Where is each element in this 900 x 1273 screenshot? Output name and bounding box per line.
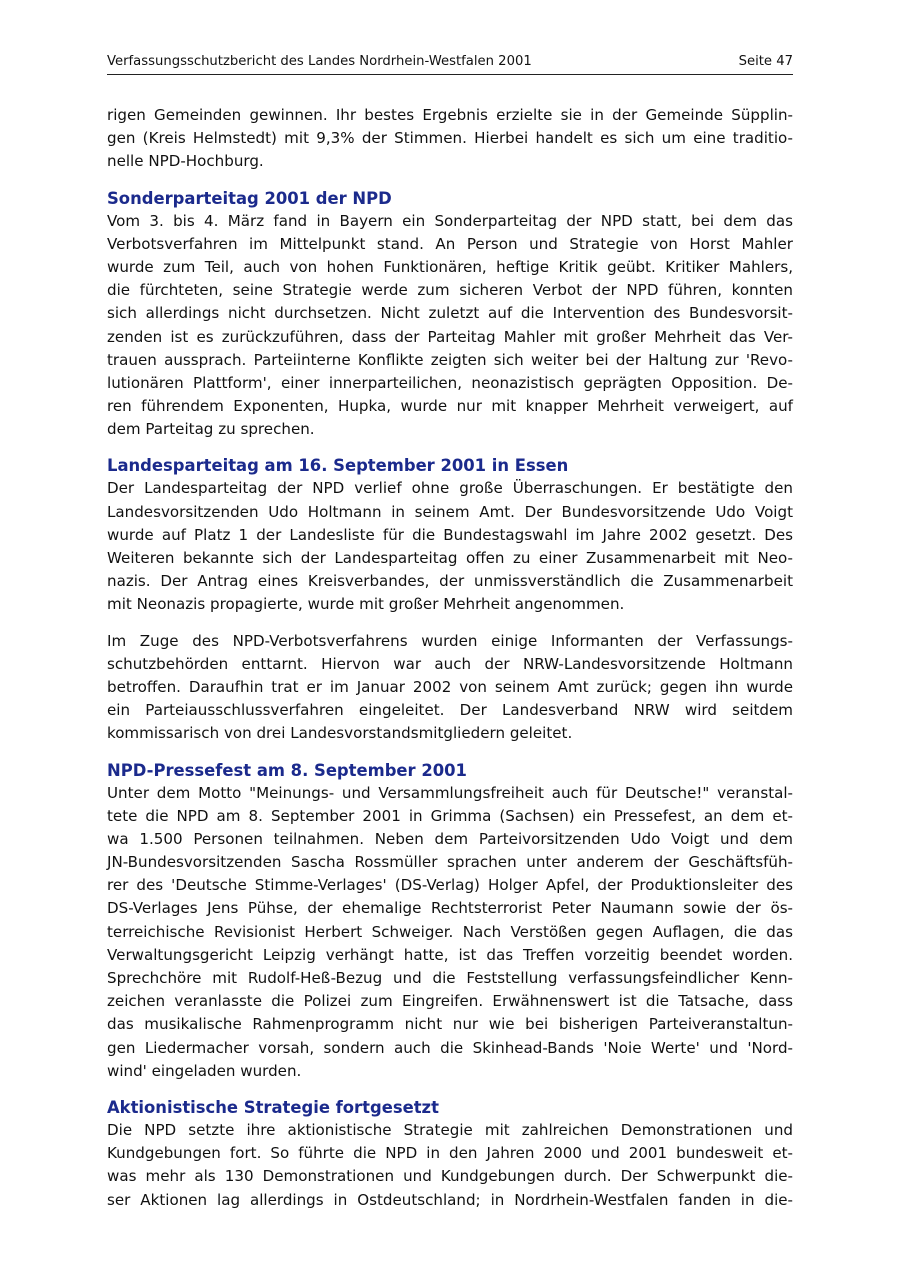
section-heading: NPD-Pressefest am 8. September 2001	[107, 760, 467, 780]
text-line: nelle NPD-Hochburg.	[107, 152, 264, 171]
section-spacer	[107, 1083, 793, 1096]
text-line: Vom 3. bis 4. März fand in Bayern ein Sonderparteitag der NPD statt, bei dem das	[107, 211, 793, 230]
text-line: JN-Bundesvorsitzenden Sascha Rossmüller sprachen unter anderem der Geschäftsfüh-	[107, 853, 793, 872]
text-line: Der Landesparteitag der NPD verlief ohne große Überraschungen. Er bestätigte den	[107, 479, 793, 498]
text-line: Weiteren bekannte sich der Landesparteitag offen zu einer Zusammenarbeit mit Neo-	[107, 549, 793, 567]
text-line: sich allerdings nicht durchsetzen. Nicht zuletzt auf die Intervention des Bundesvorsit-	[107, 304, 793, 323]
text-line: Unter dem Motto "Meinungs- und Versammlungsfreiheit auch für Deutsche!" veranstal-	[107, 783, 793, 802]
text-line: Landesvorsitzenden Udo Holtmann in seinem Amt. Der Bundesvorsitzende Udo Voigt	[107, 502, 793, 521]
text-line: zenden ist es zurückzuführen, dass der Parteitag Mahler mit großer Mehrheit das Ver-	[107, 327, 793, 346]
paragraph	[107, 782, 793, 1083]
header-title: Verfassungsschutzbericht des Landes Nordrhein-Westfalen 2001	[107, 54, 532, 69]
paragraph	[107, 477, 793, 616]
text-line: schutzbehörden enttarnt. Hiervon war auch der NRW-Landesvorsitzende Holtmann	[107, 654, 793, 673]
text-line: lutionären Plattform', einer innerparteilichen, neonazistisch geprägten Opposition. De-	[107, 373, 793, 392]
text-line: Im Zuge des NPD-Verbotsverfahrens wurden einige Informanten der Verfassungs-	[107, 631, 793, 650]
text-line: ser Aktionen lag allerdings in Ostdeutschland; in Nordrhein-Westfalen fanden in die-	[107, 1190, 793, 1209]
text-line: wa 1.500 Personen teilnahmen. Neben dem Parteivorsitzenden Udo Voigt und dem	[107, 829, 793, 848]
page-header	[107, 52, 793, 75]
text-line: wurde zum Teil, auch von hohen Funktionären, heftige Kritik geübt. Kritiker Mahlers,	[107, 257, 793, 276]
text-line: wurde auf Platz 1 der Landesliste für die Bundestagswahl im Jahre 2002 gesetzt. Des	[107, 525, 793, 544]
paragraph-spacer	[107, 617, 793, 630]
text-line: zeichen veranlasste die Polizei zum Eingreifen. Erwähnenswert ist die Tatsache, dass	[107, 992, 793, 1011]
text-line: trauen aussprach. Parteiinterne Konflikte zeigten sich weiter bei der Haltung zur 'Revo-	[107, 350, 793, 369]
text-line: Die NPD setzte ihre aktionistische Strategie mit zahlreichen Demonstrationen und	[107, 1120, 793, 1139]
text-line: Verwaltungsgericht Leipzig verhängt hatte, ist das Treffen vorzeitig beendet worden.	[107, 945, 793, 964]
section-heading: Aktionistische Strategie fortgesetzt	[107, 1097, 439, 1117]
paragraph	[107, 630, 793, 746]
text-line: gen Liedermacher vorsah, sondern auch die Skinhead-Bands 'Noie Werte' und 'Nord-	[107, 1038, 793, 1057]
text-line: Sprechchöre mit Rudolf-Heß-Bezug und die Feststellung verfassungsfeindlicher Kenn-	[107, 969, 793, 987]
text-line: ren führendem Exponenten, Hupka, wurde nur mit knapper Mehrheit verweigert, auf	[107, 397, 793, 416]
text-line: betroffen. Daraufhin trat er im Januar 2002 von seinem Amt zurück; gegen ihn wurde	[107, 677, 793, 696]
paragraph	[107, 104, 793, 174]
document-body	[107, 104, 793, 1212]
paragraph	[107, 210, 793, 442]
paragraph	[107, 1119, 793, 1212]
text-line: nazis. Der Antrag eines Kreisverbandes, der unmissverständlich die Zusammenarbeit	[107, 572, 793, 591]
text-line: terreichische Revisionist Herbert Schweiger. Nach Verstößen gegen Auflagen, die das	[107, 922, 793, 941]
text-line: gen (Kreis Helmstedt) mit 9,3% der Stimmen. Hierbei handelt es sich um eine traditio-	[107, 129, 793, 148]
page-number: Seite 47	[738, 54, 793, 69]
text-line: die fürchteten, seine Strategie werde zum sicheren Verbot der NPD führen, konnten	[107, 281, 793, 300]
text-line: Kundgebungen fort. So führte die NPD in den Jahren 2000 und 2001 bundesweit et-	[107, 1144, 793, 1163]
text-line: kommissarisch von drei Landesvorstandsmitgliedern geleitet.	[107, 724, 573, 743]
text-line: was mehr als 130 Demonstrationen und Kundgebungen durch. Der Schwerpunkt die-	[107, 1167, 793, 1186]
section-heading: Sonderparteitag 2001 der NPD	[107, 188, 392, 208]
text-line: das musikalische Rahmenprogramm nicht nur wie bei bisherigen Parteiveranstaltun-	[107, 1015, 793, 1034]
text-line: Verbotsverfahren im Mittelpunkt stand. An Person und Strategie von Horst Mahler	[107, 234, 793, 253]
section-heading: Landesparteitag am 16. September 2001 in Essen	[107, 456, 569, 476]
text-line: wind' eingeladen wurden.	[107, 1061, 302, 1080]
text-line: rigen Gemeinden gewinnen. Ihr bestes Ergebnis erzielte sie in der Gemeinde Süpplin-	[107, 106, 793, 124]
text-line: DS-Verlages Jens Pühse, der ehemalige Rechtsterrorist Peter Naumann sowie der ös-	[107, 899, 793, 918]
text-line: rer des 'Deutsche Stimme-Verlages' (DS-Verlag) Holger Apfel, der Produktionsleiter des	[107, 876, 793, 895]
text-line: tete die NPD am 8. September 2001 in Grimma (Sachsen) ein Pressefest, an dem et-	[107, 806, 793, 825]
section-spacer	[107, 174, 793, 187]
section-spacer	[107, 746, 793, 759]
text-line: mit Neonazis propagierte, wurde mit großer Mehrheit angenommen.	[107, 595, 625, 614]
text-line: dem Parteitag zu sprechen.	[107, 420, 315, 439]
section-spacer	[107, 441, 793, 454]
text-line: ein Parteiausschlussverfahren eingeleitet. Der Landesverband NRW wird seitdem	[107, 701, 793, 720]
